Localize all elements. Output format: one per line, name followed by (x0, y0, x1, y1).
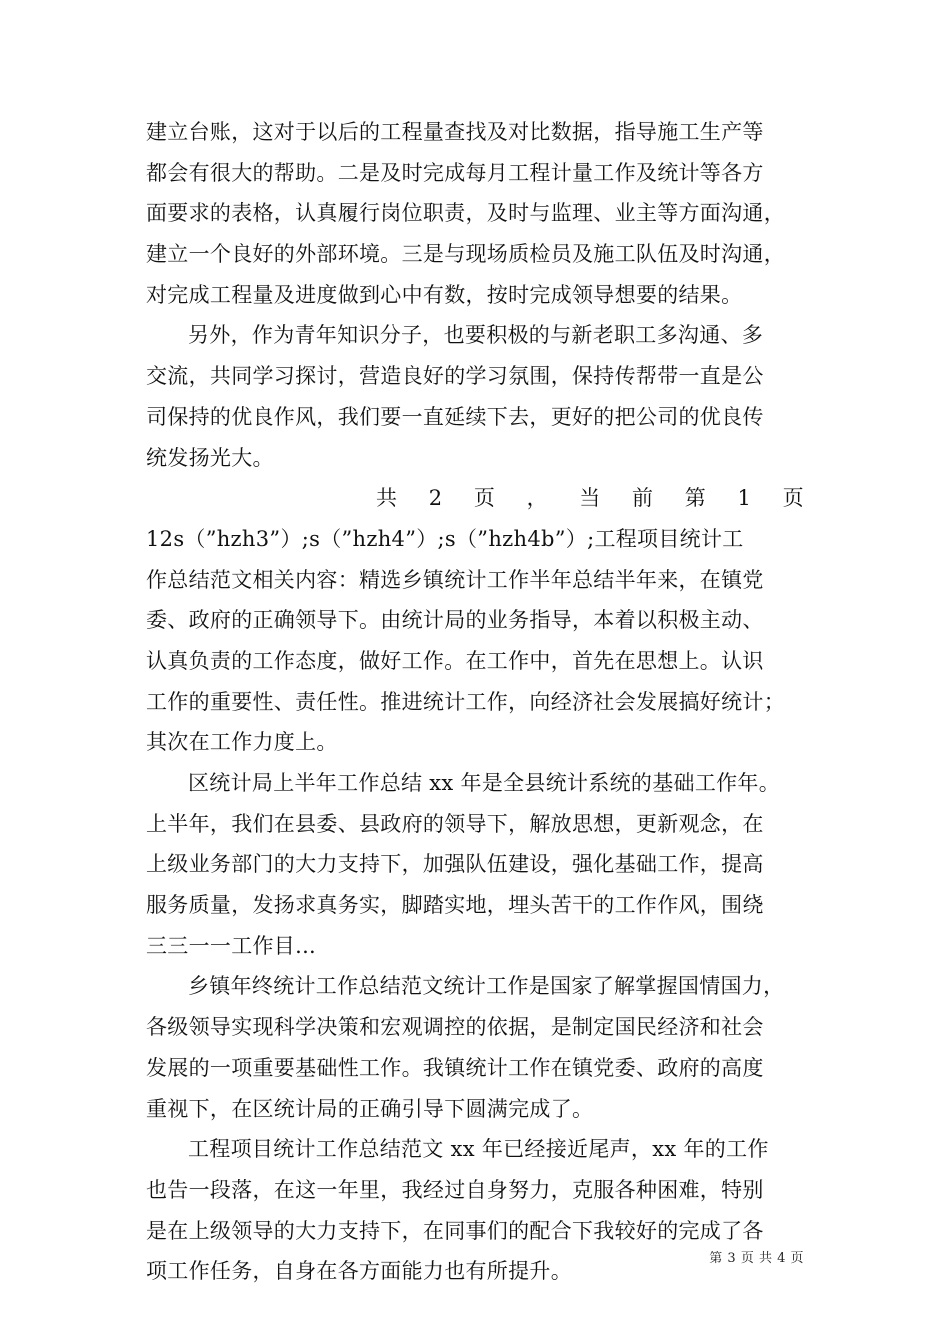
text-line: 各级领导实现科学决策和宏观调控的依据，是制定国民经济和社会 (146, 1015, 764, 1040)
page-count-token: ， (526, 486, 548, 511)
paragraph-start-line: 区统计局上半年工作总结 xx 年是全县统计系统的基础工作年。 (188, 771, 781, 795)
text-line: 都会有很大的帮助。二是及时完成每月工程计量工作及统计等各方 (146, 160, 764, 185)
page-count-token: 当 (579, 486, 601, 511)
text-line: 工作的重要性、责任性。推进统计工作，向经济社会发展搞好统计； (146, 689, 785, 714)
text-line: 委、政府的正确领导下。由统计局的业务指导，本着以积极主动、 (146, 608, 764, 633)
text-line: 司保持的优良作风，我们要一直延续下去，更好的把公司的优良传 (146, 404, 764, 429)
text-line: 交流，共同学习探讨，营造良好的学习氛围，保持传帮带一直是公 (146, 364, 764, 389)
text-line: 认真负责的工作态度，做好工作。在工作中，首先在思想上。认识 (146, 648, 764, 673)
text-line: 其次在工作力度上。 (146, 730, 338, 755)
text-line: 作总结范文相关内容：精选乡镇统计工作半年总结半年来，在镇党 (146, 567, 764, 592)
text-line: 服务质量，发扬求真务实，脚踏实地，埋头苦干的工作作风，围绕 (146, 893, 764, 918)
text-line: 建立台账，这对于以后的工程量查找及对比数据，指导施工生产等 (146, 120, 764, 144)
text-line: 对完成工程量及进度做到心中有数，按时完成领导想要的结果。 (146, 282, 743, 307)
page-count-token: 第 (684, 486, 707, 511)
page-count-line (146, 478, 810, 519)
text-line: 统发扬光大。 (146, 445, 274, 470)
page-count-token: 2 (428, 486, 443, 511)
page-count-token: 1 (737, 486, 752, 511)
text-line: 三三一一工作目... (146, 933, 317, 958)
page-count-token: 前 (632, 486, 654, 511)
text-line: 面要求的表格，认真履行岗位职责，及时与监理、业主等方面沟通， (146, 201, 785, 226)
text-line: 建立一个良好的外部环境。三是与现场质检员及施工队伍及时沟通， (146, 242, 785, 267)
text-line: 是在上级领导的大力支持下，在同事们的配合下我较好的完成了各 (146, 1218, 764, 1243)
text-line: 发展的一项重要基础性工作。我镇统计工作在镇党委、政府的高度 (146, 1055, 764, 1080)
text-line: 上半年，我们在县委、县政府的领导下，解放思想，更新观念，在 (146, 811, 764, 836)
document-body (146, 112, 810, 1292)
text-line: 也告一段落，在这一年里，我经过自身努力，克服各种困难，特别 (146, 1177, 764, 1202)
page-count-token: 页 (782, 486, 804, 511)
page-footer: 第 3 页 共 4 页 (709, 1251, 804, 1266)
paragraph-start-line: 工程项目统计工作总结范文 xx 年已经接近尾声，xx 年的工作 (188, 1137, 769, 1162)
page-count-token: 页 (473, 486, 496, 511)
text-line: 12s（”hzh3”）;s（”hzh4”）;s（”hzh4b”）;工程项目统计工 (146, 526, 744, 551)
page-count-token: 共 (376, 486, 398, 511)
text-line: 上级业务部门的大力支持下，加强队伍建设，强化基础工作，提高 (146, 852, 764, 877)
paragraph-start-line: 另外，作为青年知识分子，也要积极的与新老职工多沟通、多 (188, 323, 764, 348)
paragraph-start-line: 乡镇年终统计工作总结范文统计工作是国家了解掌握国情国力， (188, 974, 785, 999)
text-line: 项工作任务，自身在各方面能力也有所提升。 (146, 1259, 572, 1284)
text-line: 重视下，在区统计局的正确引导下圆满完成了。 (146, 1096, 594, 1121)
